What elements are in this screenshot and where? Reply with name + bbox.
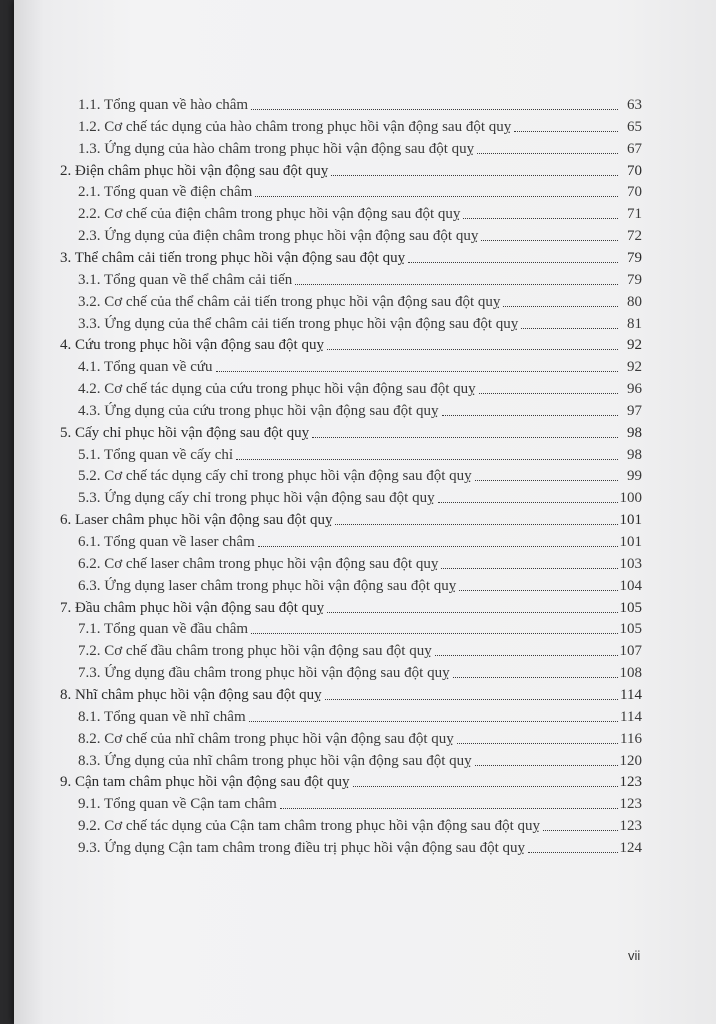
toc-entry-title: 4.3. Ứng dụng của cứu trong phục hồi vận động sau đột quỵ — [78, 402, 439, 419]
toc-entry-page: 108 — [619, 665, 642, 682]
toc-entry-title: 1.3. Ứng dụng của hào châm trong phục hồi vận động sau đột quỵ — [78, 140, 475, 157]
toc-dot-leader — [521, 327, 618, 329]
toc-entry-page: 104 — [619, 577, 642, 594]
toc-entry-title: 4. Cứu trong phục hồi vận động sau đột quỵ — [60, 337, 324, 354]
toc-entry-page: 96 — [627, 381, 642, 398]
toc-entry-title: 6.3. Ứng dụng laser châm trong phục hồi vận động sau đột quỵ — [78, 577, 457, 594]
toc-dot-leader — [514, 130, 618, 132]
toc-section-entry — [78, 398, 642, 420]
toc-dot-leader — [216, 370, 619, 372]
toc-dot-leader — [438, 501, 618, 503]
toc-section-entry — [78, 136, 642, 158]
toc-section-entry — [78, 201, 642, 223]
toc-entry-page: 123 — [619, 774, 642, 791]
toc-section-entry — [78, 660, 642, 682]
toc-entry-page: 81 — [627, 315, 642, 332]
toc-chapter-entry — [60, 682, 642, 704]
toc-entry-title: 7.2. Cơ chế đầu châm trong phục hồi vận động sau đột quỵ — [78, 643, 432, 660]
toc-entry-page: 101 — [619, 512, 642, 529]
toc-entry-page: 100 — [619, 490, 642, 507]
toc-chapter-entry — [60, 158, 642, 180]
toc-entry-title: 3.1. Tổng quan về thể châm cải tiến — [78, 271, 293, 288]
toc-dot-leader — [280, 807, 618, 809]
toc-entry-page: 71 — [627, 206, 642, 223]
toc-entry-title: 9.2. Cơ chế tác dụng của Cận tam châm trong phục hồi vận động sau đột quỵ — [78, 818, 540, 835]
toc-entry-page: 103 — [619, 555, 642, 572]
toc-entry-page: 70 — [627, 162, 642, 179]
toc-entry-page: 72 — [627, 228, 642, 245]
toc-entry-page: 98 — [627, 446, 642, 463]
toc-dot-leader — [325, 698, 618, 700]
toc-dot-leader — [236, 458, 618, 460]
toc-section-entry — [78, 791, 642, 813]
toc-section-entry — [78, 463, 642, 485]
toc-entry-page: 63 — [627, 97, 642, 113]
toc-entry-title: 3.2. Cơ chế của thể châm cải tiến trong phục hồi vận động sau đột quỵ — [78, 293, 501, 310]
toc-section-entry — [78, 114, 642, 136]
toc-chapter-entry — [60, 595, 642, 617]
toc-section-entry — [78, 551, 642, 573]
toc-entry-page: 97 — [627, 402, 642, 419]
toc-section-entry — [78, 311, 642, 333]
toc-dot-leader — [258, 545, 618, 547]
toc-entry-page: 123 — [619, 796, 642, 813]
toc-section-entry — [78, 748, 642, 770]
toc-entry-page: 105 — [619, 599, 642, 616]
toc-dot-leader — [475, 764, 618, 766]
toc-dot-leader — [475, 479, 618, 481]
toc-dot-leader — [408, 261, 618, 263]
toc-entry-title: 9.1. Tổng quan về Cận tam châm — [78, 796, 277, 813]
book-page — [14, 0, 716, 1024]
toc-entry-page: 92 — [627, 337, 642, 354]
toc-dot-leader — [481, 239, 618, 241]
toc-entry-title: 5.3. Ứng dụng cấy chỉ trong phục hồi vận động sau đột quỵ — [78, 490, 435, 507]
toc-dot-leader — [327, 348, 618, 350]
toc-entry-page: 116 — [620, 730, 642, 747]
toc-entry-page: 107 — [619, 643, 642, 660]
page-number: vii — [628, 948, 641, 963]
toc-section-entry — [78, 92, 642, 114]
toc-dot-leader — [457, 742, 618, 744]
toc-section-entry — [78, 529, 642, 551]
toc-entry-page: 114 — [620, 708, 642, 725]
toc-dot-leader — [479, 392, 618, 394]
toc-entry-title: 5. Cấy chỉ phục hồi vận động sau đột quỵ — [60, 424, 310, 441]
toc-chapter-entry — [60, 332, 642, 354]
toc-entry-title: 7.3. Ứng dụng đầu châm trong phục hồi vận động sau đột quỵ — [78, 665, 450, 682]
toc-section-entry — [78, 813, 642, 835]
toc-entry-title: 1.1. Tổng quan về hào châm — [78, 97, 249, 113]
toc-entry-title: 2. Điện châm phục hồi vận động sau đột quỵ — [60, 162, 329, 179]
toc-entry-title: 1.2. Cơ chế tác dụng của hào châm trong phục hồi vận động sau đột quỵ — [78, 118, 512, 135]
toc-entry-title: 6. Laser châm phục hồi vận động sau đột quỵ — [60, 512, 333, 529]
toc-section-entry — [78, 289, 642, 311]
toc-dot-leader — [442, 414, 618, 416]
toc-dot-leader — [251, 108, 618, 110]
toc-chapter-entry — [60, 507, 642, 529]
toc-entry-page: 105 — [619, 621, 642, 638]
toc-dot-leader — [353, 785, 618, 787]
toc-entry-page: 79 — [627, 271, 642, 288]
toc-dot-leader — [503, 305, 618, 307]
toc-entry-title: 8.1. Tổng quan về nhĩ châm — [78, 708, 246, 725]
toc-section-entry — [78, 835, 642, 857]
toc-dot-leader — [255, 195, 618, 197]
toc-dot-leader — [251, 632, 617, 634]
toc-entry-title: 9. Cận tam châm phục hồi vận động sau đột quỵ — [60, 774, 350, 791]
toc-entry-title: 6.2. Cơ chế laser châm trong phục hồi vận động sau đột quỵ — [78, 555, 439, 572]
toc-entry-page: 79 — [627, 249, 642, 266]
toc-entry-title: 8.2. Cơ chế của nhĩ châm trong phục hồi vận động sau đột quỵ — [78, 730, 454, 747]
toc-section-entry — [78, 267, 642, 289]
toc-dot-leader — [459, 589, 617, 591]
toc-entry-title: 7.1. Tổng quan về đầu châm — [78, 621, 249, 638]
toc-dot-leader — [453, 676, 618, 678]
toc-dot-leader — [477, 152, 618, 154]
toc-entry-page: 92 — [627, 359, 642, 376]
toc-dot-leader — [463, 217, 618, 219]
toc-entry-title: 6.1. Tổng quan về laser châm — [78, 534, 255, 550]
toc-section-entry — [78, 573, 642, 595]
toc-entry-title: 4.2. Cơ chế tác dụng của cứu trong phục hồi vận động sau đột quỵ — [78, 381, 476, 398]
toc-section-entry — [78, 223, 642, 245]
toc-dot-leader — [441, 567, 617, 569]
toc-dot-leader — [528, 851, 618, 853]
toc-section-entry — [78, 616, 642, 638]
toc-entry-title: 8.3. Ứng dụng của nhĩ châm trong phục hồi vận động sau đột quỵ — [78, 752, 472, 769]
toc-entry-title: 2.1. Tổng quan về điện châm — [78, 184, 253, 201]
toc-entry-title: 2.2. Cơ chế của điện châm trong phục hồi vận động sau đột quỵ — [78, 206, 461, 223]
toc-entry-page: 114 — [620, 686, 642, 703]
toc-entry-title: 4.1. Tổng quan về cứu — [78, 359, 213, 376]
toc-dot-leader — [249, 720, 618, 722]
toc-section-entry — [78, 726, 642, 748]
toc-chapter-entry — [60, 769, 642, 791]
toc-entry-page: 98 — [627, 424, 642, 441]
toc-entry-page: 99 — [627, 468, 642, 485]
toc-entry-title: 7. Đầu châm phục hồi vận động sau đột quỵ — [60, 599, 325, 616]
toc-chapter-entry — [60, 245, 642, 267]
toc-entry-page: 70 — [627, 184, 642, 201]
toc-dot-leader — [312, 436, 618, 438]
toc-entry-title: 8. Nhĩ châm phục hồi vận động sau đột quỵ — [60, 686, 322, 703]
toc-section-entry — [78, 638, 642, 660]
toc-chapter-entry — [60, 420, 642, 442]
toc-dot-leader — [295, 283, 618, 285]
toc-section-entry — [78, 442, 642, 464]
toc-section-entry — [78, 179, 642, 201]
toc-section-entry — [78, 485, 642, 507]
toc-entry-title: 5.1. Tổng quan về cấy chỉ — [78, 446, 234, 463]
toc-dot-leader — [543, 829, 618, 831]
toc-dot-leader — [435, 654, 618, 656]
toc-entry-page: 67 — [627, 140, 642, 157]
toc-dot-leader — [331, 174, 618, 176]
toc-entry-page: 120 — [619, 752, 642, 769]
toc-entry-title: 9.3. Ứng dụng Cận tam châm trong điều trị phục hồi vận động sau đột quỵ — [78, 839, 525, 856]
toc-entry-title: 3.3. Ứng dụng của thể châm cải tiến trong phục hồi vận động sau đột quỵ — [78, 315, 519, 332]
toc-entry-title: 3. Thể châm cải tiến trong phục hồi vận động sau đột quỵ — [60, 249, 406, 266]
toc-entry-page: 65 — [627, 118, 642, 135]
toc-entry-page: 123 — [619, 818, 642, 835]
toc-entry-page: 80 — [627, 293, 642, 310]
toc-section-entry — [78, 704, 642, 726]
toc-entry-title: 5.2. Cơ chế tác dụng cấy chỉ trong phục hồi vận động sau đột quỵ — [78, 468, 472, 485]
toc-dot-leader — [335, 523, 617, 525]
toc-entry-page: 124 — [619, 839, 642, 856]
toc-section-entry — [78, 376, 642, 398]
toc-entry-page: 101 — [619, 534, 642, 550]
toc-dot-leader — [327, 611, 617, 613]
toc-entry-title: 2.3. Ứng dụng của điện châm trong phục hồi vận động sau đột quỵ — [78, 228, 479, 245]
toc-section-entry — [78, 354, 642, 376]
